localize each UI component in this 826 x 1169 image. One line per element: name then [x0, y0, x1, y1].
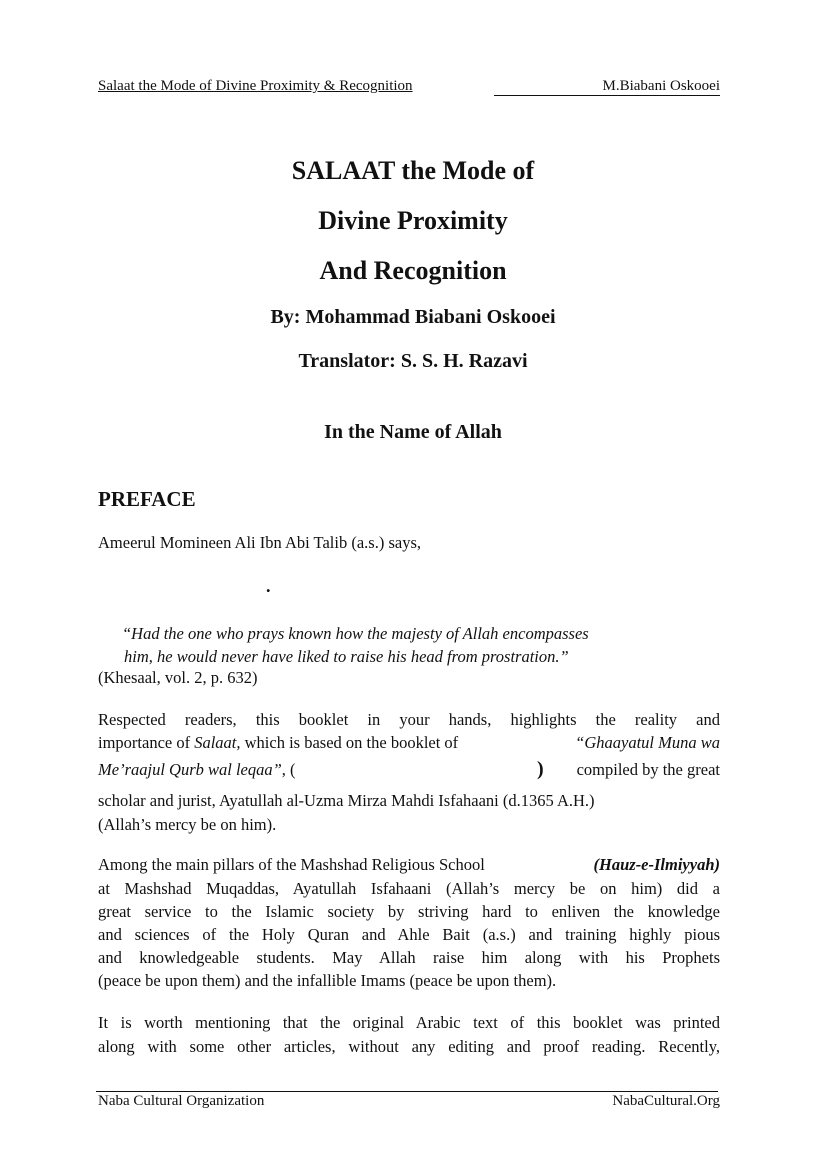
- paragraph-1-line-3: [98, 760, 720, 780]
- text-run-italic: Me’raajul Qurb wal leqaa”: [98, 760, 282, 779]
- text-run: importance of: [98, 733, 195, 752]
- title-line-1: SALAAT the Mode of: [291, 156, 535, 185]
- text-run: Among the main pillars of the Mashshad Religious School: [98, 855, 485, 874]
- paragraph-2-line-4: and sciences of the Holy Quran and Ahle Bait (a.s.) and training highly pious: [98, 925, 720, 944]
- paragraph-2-line-6: (peace be upon them) and the infallible Imams (peace be upon them).: [98, 971, 557, 990]
- header-title: Salaat the Mode of Divine Proximity & Recognition: [98, 78, 413, 94]
- quote-line-2: him, he would never have liked to raise his head from prostration.”: [124, 647, 569, 666]
- paragraph-1-line-4: [98, 791, 720, 811]
- text-run-bold-italic: (Hauz-e-Ilmiyyah): [593, 855, 720, 874]
- footer-organization: Naba Cultural Organization: [98, 1093, 265, 1109]
- running-footer: [98, 1093, 720, 1113]
- paragraph-1-line-1: Respected readers, this booklet in your hands, highlights the reality and: [98, 710, 720, 729]
- paragraph-3-line-2: along with some other articles, without any editing and proof reading. Recently,: [98, 1037, 720, 1056]
- paragraph-2-line-5: and knowledgeable students. May Allah raise him along with his Prophets: [98, 948, 720, 967]
- text-run: , (: [281, 760, 296, 779]
- running-header: [98, 78, 720, 98]
- preface-intro: Ameerul Momineen Ali Ibn Abi Talib (a.s.) says,: [98, 533, 421, 552]
- author-line: By: Mohammad Biabani Oskooei: [270, 306, 556, 328]
- hadith-quote: [122, 622, 718, 668]
- arabic-text-mark: .: [266, 576, 271, 596]
- paragraph-2-line-2: at Mashshad Muqaddas, Ayatullah Isfahaani (Allah’s mercy be on him) did a: [98, 879, 720, 898]
- paragraph-3-line-1: It is worth mentioning that the original Arabic text of this booklet was printed: [98, 1013, 720, 1032]
- invocation: In the Name of Allah: [324, 421, 502, 443]
- text-run: scholar and jurist, Ayatullah al-Uzma Mirza Mahdi Isfahaani (d.1365 A.H.): [98, 791, 595, 810]
- preface-heading: PREFACE: [98, 487, 196, 511]
- title-line-2: Divine Proximity: [318, 206, 508, 235]
- paragraph-2-line-3: great service to the Islamic society by striving hard to enliven the knowledge: [98, 902, 720, 921]
- text-run-italic: “Ghaayatul Muna wa: [575, 733, 720, 752]
- footer-website: NabaCultural.Org: [612, 1093, 720, 1109]
- text-run: compiled by the great: [576, 760, 720, 779]
- arabic-bracket-close: ): [537, 758, 544, 780]
- paragraph-2-line-1: [98, 855, 720, 875]
- title-line-3: And Recognition: [319, 256, 507, 285]
- quote-reference: (Khesaal, vol. 2, p. 632): [98, 668, 258, 687]
- paragraph-1-line-2: [98, 733, 720, 753]
- header-rule: [494, 95, 720, 96]
- footer-rule: [96, 1091, 718, 1092]
- header-author: M.Biabani Oskooei: [602, 78, 720, 94]
- text-run: which is based on the booklet of: [240, 733, 459, 752]
- translator-line: Translator: S. S. H. Razavi: [298, 350, 528, 372]
- quote-line-1: “Had the one who prays known how the majesty of Allah encompasses: [122, 624, 589, 643]
- text-run-italic: Salaat,: [194, 733, 241, 752]
- paragraph-1-line-5: (Allah’s mercy be on him).: [98, 815, 277, 834]
